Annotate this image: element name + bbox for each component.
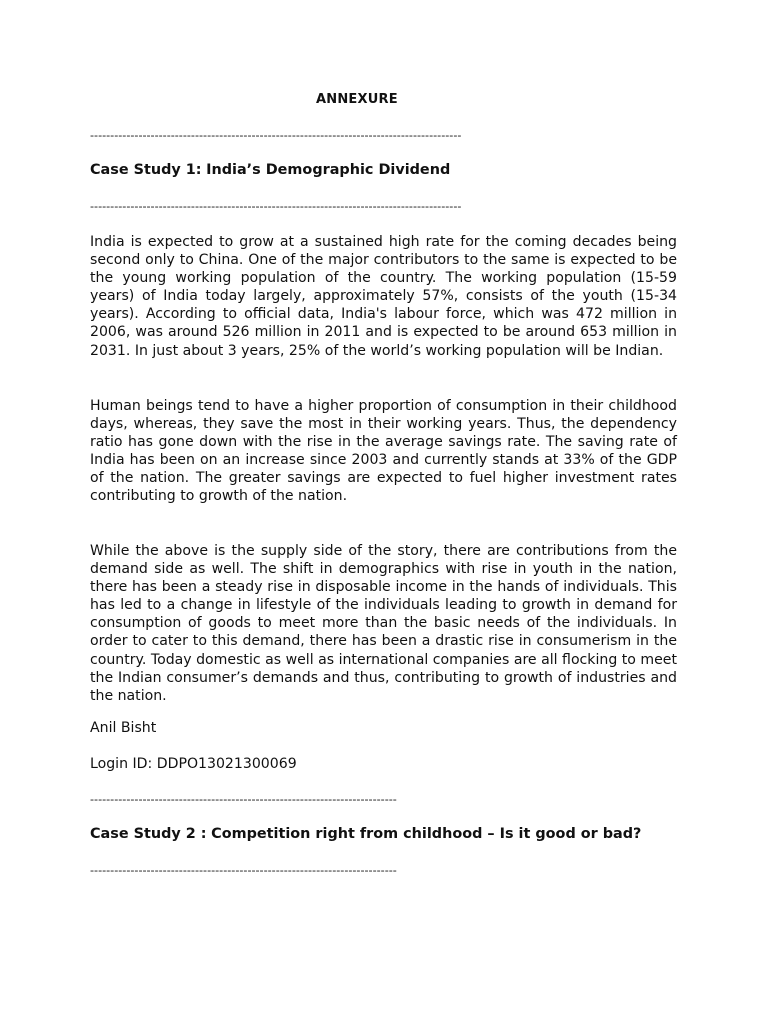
case-study-2-label: Case Study 2 : [90, 826, 207, 842]
case-study-1-heading: India’s Demographic Dividend [206, 162, 451, 178]
case-study-1-label: Case Study 1: [90, 162, 202, 178]
paragraph-1: India is expected to grow at a sustained high rate for the coming decades being second only to China. One of the major contributors to the same is expected to be the young working population of the country. The working population (15-59 years) of India today largely, approximately 57%, consists of the youth (15-34 years). According to official data, India's labour force, which was 472 million in 2006, was around 526 million in 2011 and is expected to be around 653 million in 2031. In just about 3 years, 25% of the world’s working population will be Indian. [90, 234, 677, 359]
paragraph-2: Human beings tend to have a higher proportion of consumption in their childhood days, whereas, they save the most in their working years. Thus, the dependency ratio has gone down with the rise in the average savings rate. The saving rate of India has been on an increase since 2003 and currently stands at 33% of the GDP of the nation. The greater savings are expected to fuel higher investment rates contributing to growth of the nation. [90, 398, 677, 505]
case-study-2-heading: Competition right from childhood – Is it good or bad? [211, 826, 642, 842]
login-id: Login ID: DDPO13021300069 [90, 756, 297, 772]
separator-rule: -------------------------------------------------------------------------------------------- [90, 130, 462, 142]
separator-rule: ---------------------------------------------------------------------------- [90, 865, 397, 877]
author-name: Anil Bisht [90, 720, 157, 736]
paragraph-3: While the above is the supply side of the story, there are contributions from the demand side as well. The shift in demographics with rise in youth in the nation, there has been a steady rise in disposable income in the hands of individuals. This has led to a change in lifestyle of the individuals leading to growth in demand for consumption of goods to meet more than the basic needs of the individuals. In order to cater to this demand, there has been a drastic rise in consumerism in the country. Today domestic as well as international companies are all flocking to meet the Indian consumer’s demands and thus, contributing to growth of industries and the nation. [90, 543, 677, 704]
separator-rule: -------------------------------------------------------------------------------------------- [90, 201, 462, 213]
case-study-2-title [90, 826, 641, 842]
separator-rule: ---------------------------------------------------------------------------- [90, 794, 397, 806]
case-study-1-title [90, 162, 450, 178]
annexure-heading: ANNEXURE [316, 92, 398, 107]
